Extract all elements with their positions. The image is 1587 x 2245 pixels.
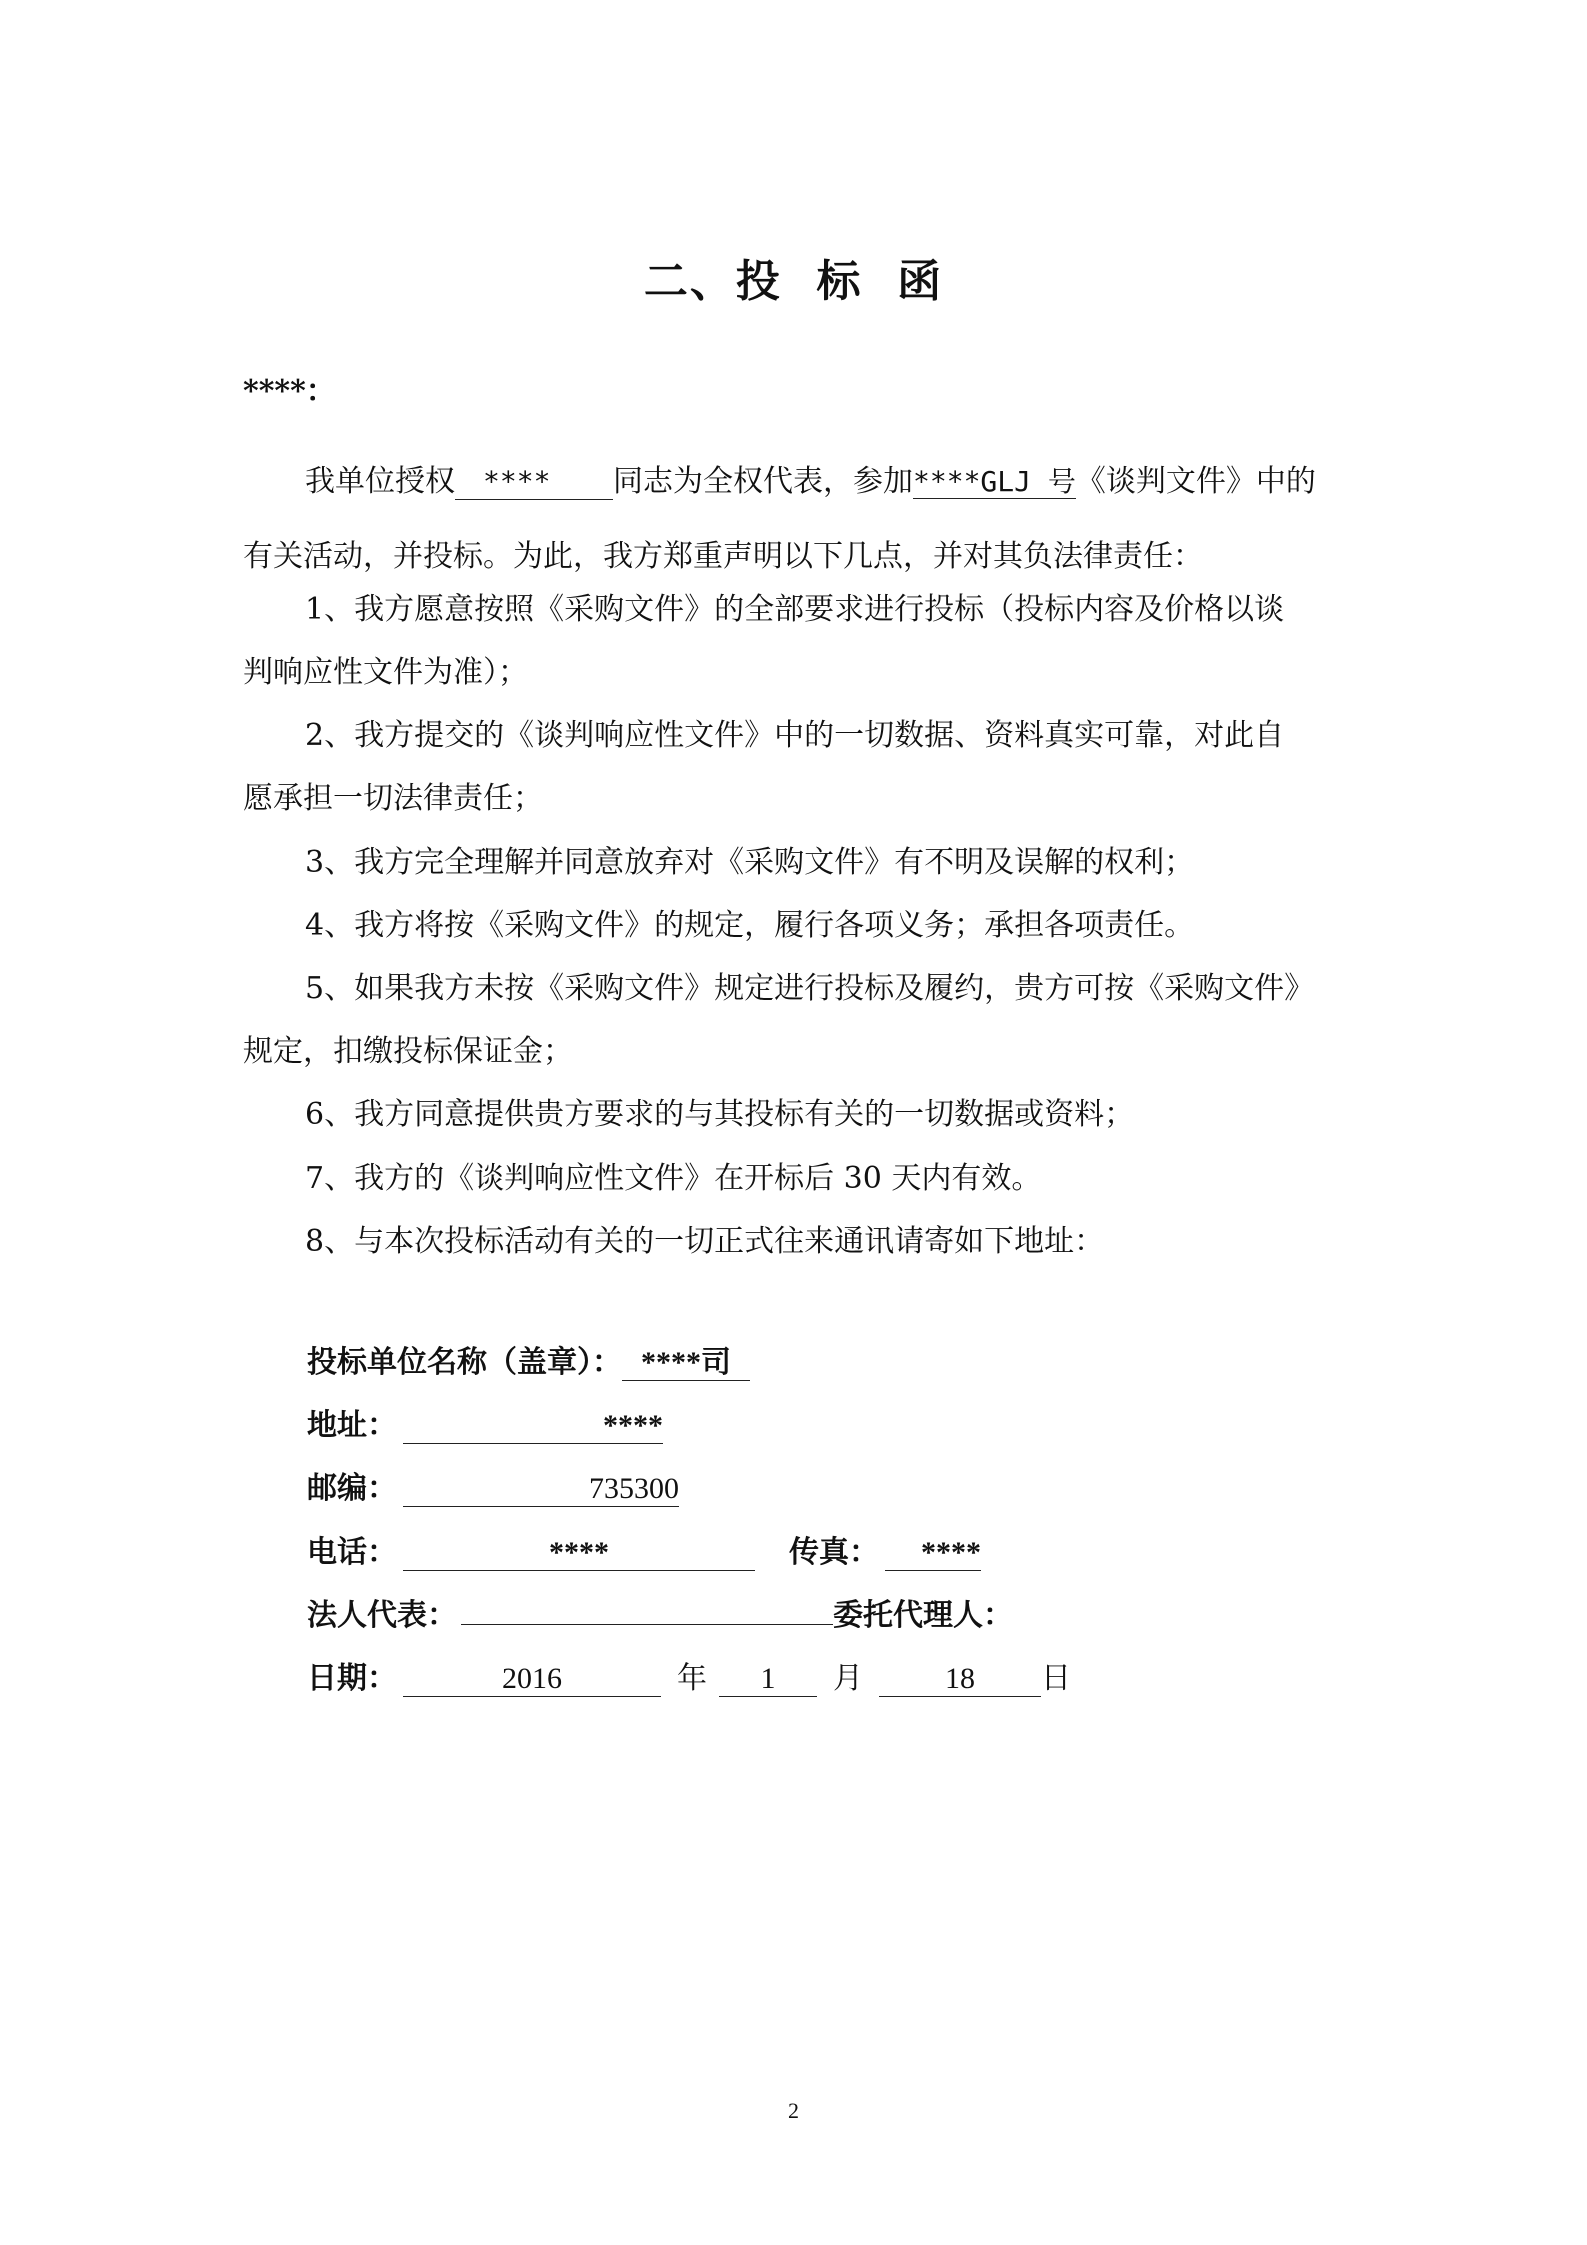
date-label: 日期： xyxy=(307,1661,397,1696)
phone-fax-row xyxy=(307,1532,981,1574)
page-number: 2 xyxy=(788,2098,799,2123)
clause-1-line-2: 判响应性文件为准）； xyxy=(243,655,528,690)
fax-label: 传真： xyxy=(789,1535,879,1570)
month-unit: 月 xyxy=(833,1661,863,1696)
day-value: 18 xyxy=(879,1662,1041,1697)
clause-3: 3、我方完全理解并同意放弃对《采购文件》有不明及误解的权利； xyxy=(305,845,1195,880)
month-value: 1 xyxy=(719,1662,817,1697)
legal-rep-row xyxy=(307,1595,1013,1637)
company-row xyxy=(307,1342,750,1384)
clause-5-line-1: 5、如果我方未按《采购文件》规定进行投标及履约，贵方可按《采购文件》 xyxy=(305,971,1315,1006)
intro-suffix: 《谈判文件》中的 xyxy=(1075,464,1316,499)
legal-rep-value xyxy=(461,1624,833,1625)
postcode-row xyxy=(307,1468,679,1510)
salutation: ****： xyxy=(243,374,336,409)
agent-label: 委托代理人： xyxy=(833,1598,1013,1633)
clause-6: 6、我方同意提供贵方要求的与其投标有关的一切数据或资料； xyxy=(305,1097,1135,1132)
representative-name: **** xyxy=(455,465,613,500)
phone-value: **** xyxy=(403,1536,755,1571)
clause-8: 8、与本次投标活动有关的一切正式往来通讯请寄如下地址： xyxy=(305,1224,1105,1259)
address-row xyxy=(307,1405,663,1447)
fax-value: **** xyxy=(885,1536,981,1571)
address-label: 地址： xyxy=(307,1408,397,1443)
clause-2-line-2: 愿承担一切法律责任； xyxy=(243,781,543,816)
legal-rep-label: 法人代表： xyxy=(307,1598,457,1633)
clause-5-line-2: 规定，扣缴投标保证金； xyxy=(243,1034,573,1069)
postcode-label: 邮编： xyxy=(307,1471,397,1506)
company-label: 投标单位名称（盖章）： xyxy=(307,1345,622,1380)
clause-7: 7、我方的《谈判响应性文件》在开标后 30 天内有效。 xyxy=(305,1161,1042,1196)
company-value: ****司 xyxy=(622,1346,750,1381)
clause-1-line-1: 1、我方愿意按照《采购文件》的全部要求进行投标（投标内容及价格以谈 xyxy=(305,592,1285,627)
year-value: 2016 xyxy=(403,1662,661,1697)
postcode-value: 735300 xyxy=(403,1472,679,1507)
date-row xyxy=(307,1658,1071,1700)
intro-line-1 xyxy=(243,462,1420,502)
page-title: 二、投 标 函 xyxy=(643,256,944,307)
intro-prefix: 我单位授权 xyxy=(305,464,455,499)
intro-line-2: 有关活动，并投标。为此，我方郑重声明以下几点，并对其负法律责任： xyxy=(243,539,1203,574)
clause-4: 4、我方将按《采购文件》的规定，履行各项义务；承担各项责任。 xyxy=(305,908,1195,943)
year-unit: 年 xyxy=(677,1661,707,1696)
project-number: ****GLJ 号 xyxy=(913,465,1076,498)
phone-label: 电话： xyxy=(307,1535,397,1570)
address-value: **** xyxy=(403,1409,663,1444)
day-unit: 日 xyxy=(1041,1661,1071,1696)
clause-2-line-1: 2、我方提交的《谈判响应性文件》中的一切数据、资料真实可靠，对此自 xyxy=(305,718,1285,753)
intro-middle: 同志为全权代表，参加 xyxy=(613,464,913,499)
